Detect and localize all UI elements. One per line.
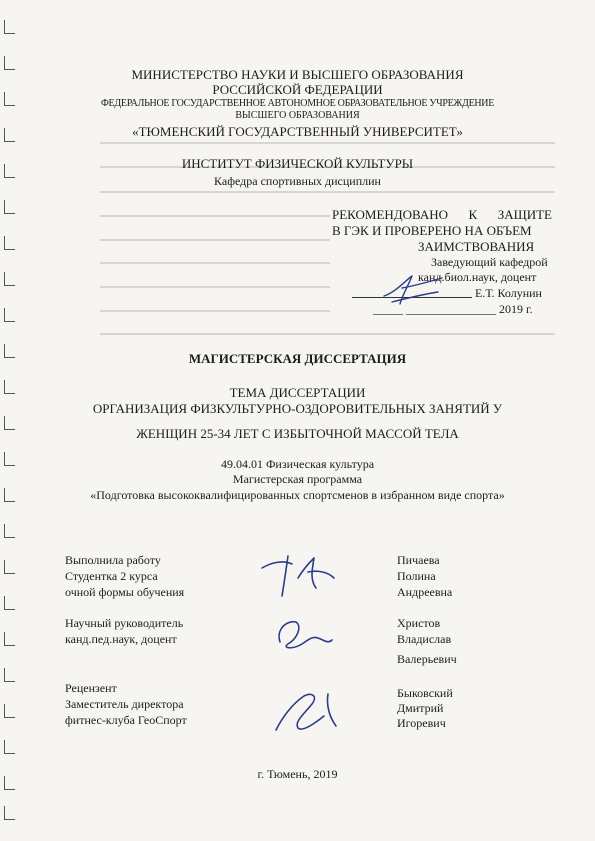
approval-line-3: ЗАИМСТВОВАНИЯ xyxy=(418,239,535,254)
topic-line-1: ОРГАНИЗАЦИЯ ФИЗКУЛЬТУРНО-ОЗДОРОВИТЕЛЬНЫХ ЗАНЯТИЙ У xyxy=(92,401,503,416)
advisor-role-2: канд.пед.наук, доцент xyxy=(65,632,177,646)
university-name: «ТЮМЕНСКИЙ ГОСУДАРСТВЕННЫЙ УНИВЕРСИТЕТ» xyxy=(132,124,463,139)
binding-mark xyxy=(4,806,15,820)
binding-mark xyxy=(4,632,15,646)
reviewer-surname: Быковский xyxy=(397,686,453,700)
head-signature xyxy=(378,272,448,308)
approval-date: _____ _______________ 2019 г. xyxy=(373,302,533,316)
binding-mark xyxy=(4,740,15,754)
institution-type: ФЕДЕРАЛЬНОЕ ГОСУДАРСТВЕННОЕ АВТОНОМНОЕ ОБРАЗОВАТЕЛЬНОЕ УЧРЕЖДЕНИЕ xyxy=(100,98,495,109)
binding-mark xyxy=(4,668,15,682)
reviewer-role-3: фитнес-клуба ГеоСпорт xyxy=(65,713,187,727)
binding-mark xyxy=(4,236,15,250)
reviewer-name: Дмитрий xyxy=(397,701,444,715)
approval-head-title: Заведующий кафедрой xyxy=(431,255,548,269)
thesis-type: МАГИСТЕРСКАЯ ДИССЕРТАЦИЯ xyxy=(188,351,407,366)
reviewer-role-2: Заместитель директора xyxy=(65,697,184,711)
advisor-role-1: Научный руководитель xyxy=(65,616,184,630)
advisor-signature xyxy=(272,614,336,654)
program-code: 49.04.01 Физическая культура xyxy=(220,457,375,471)
binding-edge xyxy=(4,20,18,820)
binding-mark xyxy=(4,308,15,322)
approval-head-degree: канд.биол.наук, доцент xyxy=(418,270,537,284)
department-name: Кафедра спортивных дисциплин xyxy=(214,174,381,188)
approval-line-2: В ГЭК И ПРОВЕРЕНО НА ОБЪЕМ xyxy=(332,223,532,238)
student-name: Полина xyxy=(397,569,436,583)
reviewer-signature xyxy=(268,688,340,736)
topic-line-2: ЖЕНЩИН 25-34 ЛЕТ С ИЗБЫТОЧНОЙ МАССОЙ ТЕЛА xyxy=(136,426,459,441)
advisor-patronymic: Валерьевич xyxy=(397,652,457,666)
institution-level: ВЫСШЕГО ОБРАЗОВАНИЯ xyxy=(235,110,360,121)
binding-mark xyxy=(4,20,15,34)
reviewer-patronymic: Игоревич xyxy=(397,716,446,730)
topic-label: ТЕМА ДИССЕРТАЦИИ xyxy=(229,385,366,400)
federation-title: РОССИЙСКОЙ ФЕДЕРАЦИИ xyxy=(212,82,383,97)
student-signature xyxy=(258,548,338,600)
student-role-2: Студентка 2 курса xyxy=(65,569,158,583)
institute-name: ИНСТИТУТ ФИЗИЧЕСКОЙ КУЛЬТУРЫ xyxy=(181,156,414,171)
binding-mark xyxy=(4,596,15,610)
binding-mark xyxy=(4,560,15,574)
student-role-3: очной формы обучения xyxy=(65,585,185,599)
program-name: «Подготовка высококвалифицированных спортсменов в избранном виде спорта» xyxy=(90,488,505,502)
binding-mark xyxy=(4,524,15,538)
binding-mark xyxy=(4,272,15,286)
ministry-title: МИНИСТЕРСТВО НАУКИ И ВЫСШЕГО ОБРАЗОВАНИЯ xyxy=(131,67,464,82)
advisor-name: Владислав xyxy=(397,632,452,646)
binding-mark xyxy=(4,200,15,214)
student-role-1: Выполнила работу xyxy=(65,553,161,567)
approval-signer: Е.Т. Колунин xyxy=(475,286,542,300)
reviewer-role-1: Рецензент xyxy=(65,681,117,695)
program-label: Магистерская программа xyxy=(232,472,363,486)
approval-line-1: РЕКОМЕНДОВАНО К ЗАЩИТЕ xyxy=(332,207,552,222)
binding-mark xyxy=(4,704,15,718)
student-surname: Пичаева xyxy=(397,553,440,567)
advisor-surname: Христов xyxy=(397,616,441,630)
city-year: г. Тюмень, 2019 xyxy=(257,767,338,781)
student-patronymic: Андреевна xyxy=(397,585,453,599)
